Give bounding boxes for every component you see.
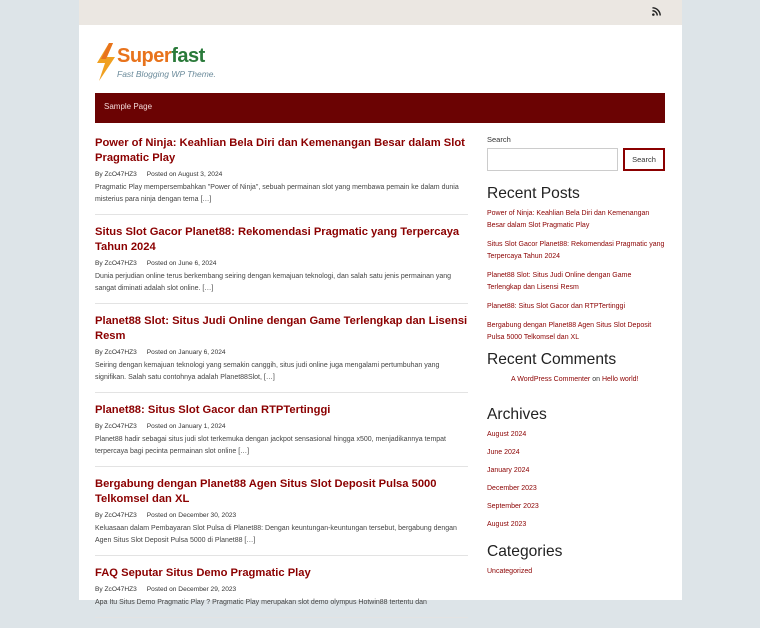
post-meta: [95, 170, 468, 179]
recent-posts-title: Recent Posts: [487, 185, 580, 202]
recent-post-link[interactable]: Power of Ninja: Keahlian Bela Diri dan Kemenangan Besar dalam Slot Pragmatic Play: [487, 210, 650, 229]
archive-link[interactable]: December 2023: [487, 485, 537, 492]
categories-title: Categories: [487, 543, 563, 560]
post-excerpt: Seiring dengan kemajuan teknologi yang semakin canggih, situs judi online juga mengalami pertumbuhan yang signifikan. Salah satu contohnya adalah Planet88Slot, […]: [95, 362, 440, 381]
recent-comment: [487, 374, 667, 386]
post-date[interactable]: Posted on December 30, 2023: [146, 512, 237, 519]
nav-item-sample-page[interactable]: Sample Page: [104, 102, 153, 111]
category-link[interactable]: Uncategorized: [487, 568, 533, 575]
recent-post-link[interactable]: Situs Slot Gacor Planet88: Rekomendasi Pragmatic yang Terpercaya Tahun 2024: [487, 241, 665, 260]
post-title[interactable]: Situs Slot Gacor Planet88: Rekomendasi Pragmatic yang Terpercaya Tahun 2024: [95, 226, 460, 253]
post-title[interactable]: FAQ Seputar Situs Demo Pragmatic Play: [95, 567, 311, 579]
top-bar: [79, 0, 682, 25]
post-excerpt: Apa Itu Situs Demo Pragmatic Play ? Pragmatic Play merupakan slot demo olympus Hotwin88 tertentu dan: [95, 599, 427, 606]
post-meta: [95, 511, 468, 520]
search-button[interactable]: Search: [623, 148, 665, 171]
search-label: Search: [487, 135, 511, 144]
post-item: [95, 477, 468, 556]
post-item: [95, 566, 468, 618]
recent-post-link[interactable]: Planet88: Situs Slot Gacor dan RTPTertinggi: [487, 303, 626, 310]
post-date[interactable]: Posted on August 3, 2024: [146, 171, 223, 178]
archive-link[interactable]: August 2024: [487, 431, 527, 438]
rss-icon[interactable]: [652, 7, 661, 16]
recent-post-link[interactable]: Planet88 Slot: Situs Judi Online dengan Game Terlengkap dan Lisensi Resm: [487, 272, 632, 291]
comment-on-text: on: [592, 376, 600, 383]
post-meta: [95, 259, 468, 268]
post-title[interactable]: Planet88: Situs Slot Gacor dan RTPTertinggi: [95, 404, 331, 416]
post-date[interactable]: Posted on June 6, 2024: [146, 260, 217, 267]
search-form: [487, 148, 667, 174]
comment-post-link[interactable]: Hello world!: [601, 376, 639, 383]
archive-link[interactable]: September 2023: [487, 503, 539, 510]
post-author[interactable]: By ZcO47HZ3: [95, 260, 137, 267]
post-author[interactable]: By ZcO47HZ3: [95, 349, 137, 356]
site-tagline: Fast Blogging WP Theme.: [117, 69, 216, 79]
site-title: Superfast: [117, 45, 205, 67]
post-title[interactable]: Bergabung dengan Planet88 Agen Situs Slot Deposit Pulsa 5000 Telkomsel dan XL: [95, 478, 437, 505]
post-date[interactable]: Posted on January 6, 2024: [146, 349, 226, 356]
post-item: [95, 314, 468, 393]
post-excerpt: Dunia perjudian online terus berkembang seiring dengan kemajuan teknologi, dan salah satu jenis permainan yang sangat diminati adalah slot online. […]: [95, 273, 452, 292]
site-logo[interactable]: [95, 43, 235, 83]
post-excerpt: Pragmatic Play mempersembahkan "Power of Ninja", sebuah permainan slot yang membawa pemain ke dalam dunia misterius para ninja dengan tema […]: [95, 184, 459, 203]
post-author[interactable]: By ZcO47HZ3: [95, 171, 137, 178]
post-meta: [95, 348, 468, 357]
post-item: [95, 136, 468, 215]
main-navigation: [95, 93, 665, 123]
post-meta: [95, 422, 468, 431]
page: [79, 0, 682, 606]
comment-author-link[interactable]: A WordPress Commenter: [511, 376, 591, 383]
archive-link[interactable]: August 2023: [487, 521, 527, 528]
post-date[interactable]: Posted on December 29, 2023: [146, 586, 237, 593]
recent-post-link[interactable]: Bergabung dengan Planet88 Agen Situs Slot Deposit Pulsa 5000 Telkomsel dan XL: [487, 322, 652, 341]
post-list: [95, 134, 468, 628]
post-author[interactable]: By ZcO47HZ3: [95, 423, 137, 430]
post-meta: [95, 585, 468, 594]
post-excerpt: Keluasaan dalam Pembayaran Slot Pulsa di Planet88: Dengan keuntungan-keuntungan tersebut, bergabung dengan Agen Situs Slot Deposit Pulsa 5000 di Planet88 […]: [95, 525, 457, 544]
search-input[interactable]: [487, 148, 618, 171]
lightning-icon: [95, 43, 117, 81]
post-excerpt: Planet88 hadir sebagai situs judi slot terkemuka dengan jackpot sensasional hingga x500, menjadikannya tempat terpercaya bagi pecinta permainan slot online […]: [95, 436, 447, 455]
post-author[interactable]: By ZcO47HZ3: [95, 512, 137, 519]
post-item: [95, 403, 468, 467]
post-author[interactable]: By ZcO47HZ3: [95, 586, 137, 593]
sidebar: [487, 134, 667, 584]
post-item: [95, 225, 468, 304]
archive-link[interactable]: June 2024: [487, 449, 520, 456]
post-title[interactable]: Planet88 Slot: Situs Judi Online dengan Game Terlengkap dan Lisensi Resm: [95, 315, 468, 342]
recent-comments-title: Recent Comments: [487, 351, 617, 368]
post-title[interactable]: Power of Ninja: Keahlian Bela Diri dan Kemenangan Besar dalam Slot Pragmatic Play: [95, 137, 465, 164]
post-date[interactable]: Posted on January 1, 2024: [146, 423, 226, 430]
archives-title: Archives: [487, 406, 547, 423]
archive-link[interactable]: January 2024: [487, 467, 530, 474]
